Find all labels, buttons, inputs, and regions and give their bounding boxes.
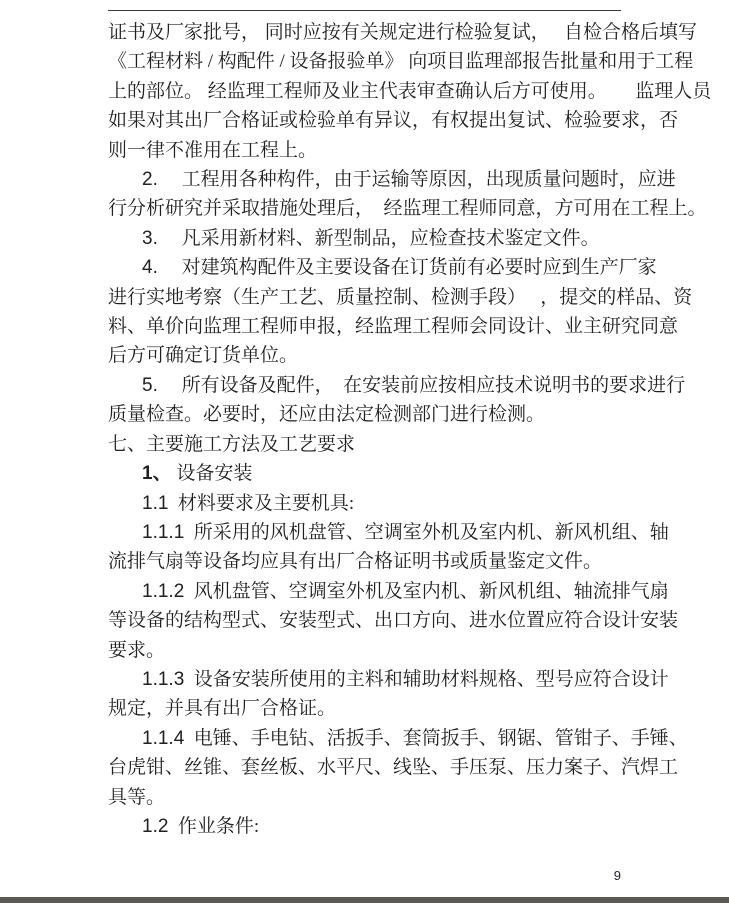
- text-line: [108, 430, 653, 459]
- line-number-label: 1.1.2: [142, 580, 185, 602]
- line-text: 后方可确定订货单位。: [108, 345, 299, 367]
- text-line: [108, 253, 657, 282]
- line-text: 上的部位。 经监理工程师及业主代表审查确认后方可使用。 监理人员: [108, 80, 712, 102]
- line-text: 具等。: [108, 786, 166, 808]
- line-text: 证书及厂家批号， 同时应按有关规定进行检验复试， 自检合格后填写: [108, 22, 698, 43]
- line-number-label: 5.: [142, 374, 158, 396]
- text-line: [108, 518, 669, 547]
- line-text: 进行实地考察（生产工艺、质量控制、检测手段） ，提交的样品、资: [108, 286, 693, 308]
- text-line: [108, 283, 693, 312]
- line-text: 规定，并具有出厂合格证。: [108, 698, 337, 720]
- line-text: 料、单价向监理工程师申报，经监理工程师会同设计、业主研究同意: [108, 316, 679, 338]
- text-line: [108, 106, 679, 135]
- text-line: [108, 371, 686, 400]
- line-text: 设备安装所使用的主料和辅助材料规格、型号应符合设计: [184, 668, 669, 690]
- line-number-label: 1.1.1: [142, 521, 185, 543]
- text-line: [108, 136, 653, 165]
- line-text: 如果对其出厂合格证或检验单有异议，有权提出复试、检验要求，否: [108, 110, 679, 132]
- text-line: [108, 753, 679, 782]
- line-text: 对建筑构配件及主要设备在订货前有必要时应到生产厂家: [157, 257, 657, 279]
- text-line: [108, 636, 653, 665]
- text-line: [108, 724, 688, 753]
- line-number-label: 1.2: [142, 815, 169, 837]
- line-number-label: 1.1.4: [142, 727, 185, 749]
- line-text: 材料要求及主要机具:: [168, 492, 355, 514]
- line-text: 所有设备及配件， 在安装前应按相应技术说明书的要求进行: [157, 374, 686, 396]
- text-line: [108, 606, 679, 635]
- line-number-label: 1.1.3: [142, 668, 185, 690]
- text-line: [108, 489, 653, 518]
- line-text: 凡采用新材料、新型制品，应检查技术鉴定文件。: [157, 227, 600, 249]
- line-text: 质量检查。必要时，还应由法定检测部门进行检测。: [108, 404, 546, 426]
- line-text: 设备安装: [171, 463, 253, 485]
- line-text: 等设备的结构型式、安装型式、出口方向、进水位置应符合设计安装: [108, 610, 679, 632]
- page-number: 9: [613, 868, 621, 883]
- text-line: [108, 194, 707, 223]
- line-text: 要求。: [108, 639, 166, 661]
- text-line: [108, 694, 653, 723]
- line-text: 风机盘管、空调室外机及室内机、新风机组、轴流排气扇: [184, 580, 669, 602]
- line-number-label: 2.: [142, 169, 158, 191]
- text-line: [108, 341, 653, 370]
- text-line: [108, 577, 669, 606]
- text-line: [108, 459, 653, 488]
- line-number-label: 1、: [142, 463, 172, 485]
- text-line: [108, 312, 679, 341]
- text-line: [108, 77, 712, 106]
- document-body: [108, 18, 712, 841]
- line-text: 工程用各种构件，由于运输等原因，出现质量问题时，应进: [157, 169, 676, 191]
- line-text: 则一律不准用在工程上。: [108, 139, 318, 161]
- text-line: [108, 400, 653, 429]
- text-line: [108, 547, 653, 576]
- text-line: [108, 224, 653, 253]
- text-line: [108, 665, 669, 694]
- line-text: 所采用的风机盘管、空调室外机及室内机、新风机组、轴: [184, 521, 669, 543]
- text-line: [108, 783, 653, 812]
- text-line: [108, 47, 694, 76]
- line-number-label: 4.: [142, 257, 158, 279]
- line-text: 流排气扇等设备均应具有出厂合格证明书或质量鉴定文件。: [108, 551, 603, 573]
- line-text: 作业条件:: [168, 815, 260, 837]
- line-number-label: 1.1: [142, 492, 169, 514]
- header-rule: [108, 10, 621, 11]
- text-line: [108, 812, 653, 841]
- text-line: [108, 18, 698, 47]
- line-text: 行分析研究并采取措施处理后， 经监理工程师同意，方可用在工程上。: [108, 198, 707, 220]
- line-text: 《工程材料 / 构配件 / 设备报验单》 向项目监理部报告批量和用于工程: [108, 51, 694, 73]
- text-line: [108, 165, 676, 194]
- line-text: 台虎钳、丝锥、套丝板、水平尺、线坠、手压泵、压力案子、汽焊工: [108, 757, 679, 779]
- line-text: 电锤、手电钻、活扳手、套筒扳手、钢锯、管钳子、手锤、: [184, 727, 688, 749]
- line-text: 七、主要施工方法及工艺要求: [108, 433, 356, 455]
- line-number-label: 3.: [142, 227, 158, 249]
- bottom-bar: [0, 897, 729, 903]
